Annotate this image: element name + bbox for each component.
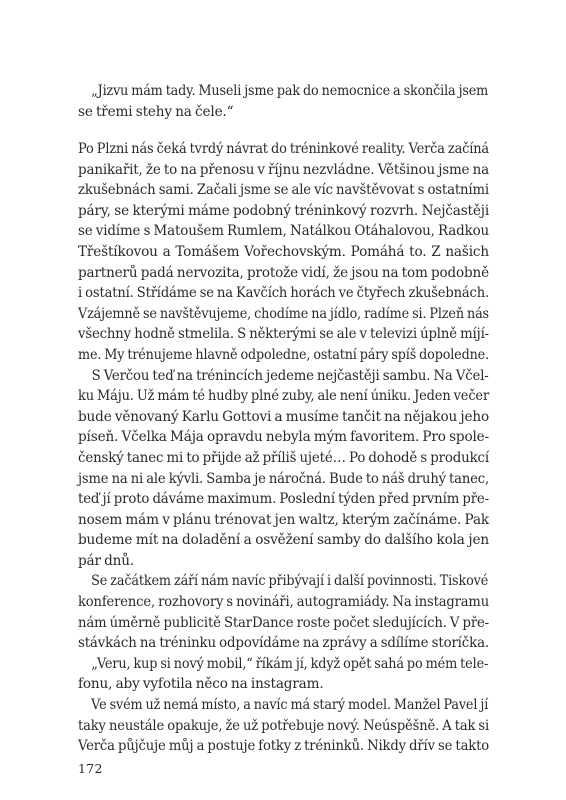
- text-line: píseň. Včelka Mája opravdu nebyla mým favoritem. Pro spole-: [78, 429, 490, 446]
- text-line: fonu, aby vyfotila něco na instagram.: [78, 676, 324, 693]
- text-line: zkušebnách sami. Začali jsme se ale víc navštěvovat s ostatními: [78, 182, 490, 199]
- text-line: Vzájemně se navštěvujeme, chodíme na jídlo, radíme si. Plzeň nás: [78, 305, 489, 322]
- text-line: i ostatní. Střídáme se na Kavčích horách ve čtyřech zkušebnách.: [78, 285, 490, 302]
- text-line: „Jizvu mám tady. Museli jsme pak do nemocnice a skončila jsem: [91, 83, 489, 99]
- text-line: Ve svém už nemá místo, a navíc má starý model. Manžel Pavel jí: [91, 697, 489, 714]
- text-line: čenský tanec mi to přijde až příliš ujeté… Po dohodě s produkcí: [78, 449, 490, 466]
- text-line: páry, se kterými máme podobný tréninkový rozvrh. Nejčastěji: [78, 202, 490, 219]
- text-line: Třeštíkovou a Tomášem Vořechovským. Pomáhá to. Z našich: [78, 243, 489, 260]
- text-line: nám úměrně publicitě StarDance roste počet sledujících. V pře-: [78, 614, 490, 631]
- text-line: teď jí proto dáváme maximum. Poslední týden před prvním pře-: [78, 491, 490, 508]
- text-line: se třemi stehy na čele.“: [78, 103, 234, 120]
- text-line: ku Máju. Už mám té hudby plné zuby, ale není úniku. Jeden večer: [78, 388, 489, 405]
- body-text: [78, 139, 489, 757]
- page-number: 172: [78, 761, 103, 776]
- text-line: „Veru, kup si nový mobil,“ říkám jí, když opět sahá po mém tele-: [91, 655, 489, 672]
- text-line: pár dnů.: [78, 552, 135, 569]
- text-line: Po Plzni nás čeká tvrdý návrat do tréninkové reality. Verča začíná: [78, 141, 489, 157]
- text-line: Se začátkem září nám navíc přibývají i další povinnosti. Tiskové: [91, 573, 489, 590]
- text-line: nosem mám v plánu trénovat jen waltz, kterým začínáme. Pak: [78, 511, 489, 528]
- text-line: me. My trénujeme hlavně odpoledne, ostatní páry spíš dopoledne.: [78, 346, 489, 363]
- text-line: taky neustále opakuje, že už potřebuje nový. Neúspěšně. A tak si: [78, 717, 490, 734]
- text-line: budeme mít na doladění a osvěžení samby do dalšího kola jen: [78, 532, 489, 549]
- text-line: panikařit, že to na přenosu v říjnu nezvládne. Většinou jsme na: [78, 161, 489, 178]
- text-line: konference, rozhovory s novináři, autogramiády. Na instagramu: [78, 594, 489, 611]
- text-line: jsme na ni ale kývli. Samba je náročná. Bude to náš druhý tanec,: [78, 470, 489, 487]
- text-line: partnerů padá nervozita, protože vidí, že jsou na tom podobně: [78, 264, 490, 281]
- text-line: S Verčou teď na trénincích jedeme nejčastěji sambu. Na Včel-: [91, 367, 489, 384]
- text-line: Verča půjčuje můj a postuje fotky z tréninků. Nikdy dřív se takto: [78, 738, 490, 755]
- text-line: stávkách na tréninku odpovídáme na zprávy a sdílíme storíčka.: [78, 635, 489, 652]
- quote-paragraph: [78, 81, 489, 122]
- text-line: bude věnovaný Karlu Gottovi a musíme tančit na nějakou jeho: [78, 408, 489, 425]
- text-line: se vidíme s Matoušem Rumlem, Natálkou Otáhalovou, Radkou: [78, 223, 490, 240]
- text-line: všechny hodně stmelila. S některými se ale v televizi úplně míjí-: [78, 326, 490, 343]
